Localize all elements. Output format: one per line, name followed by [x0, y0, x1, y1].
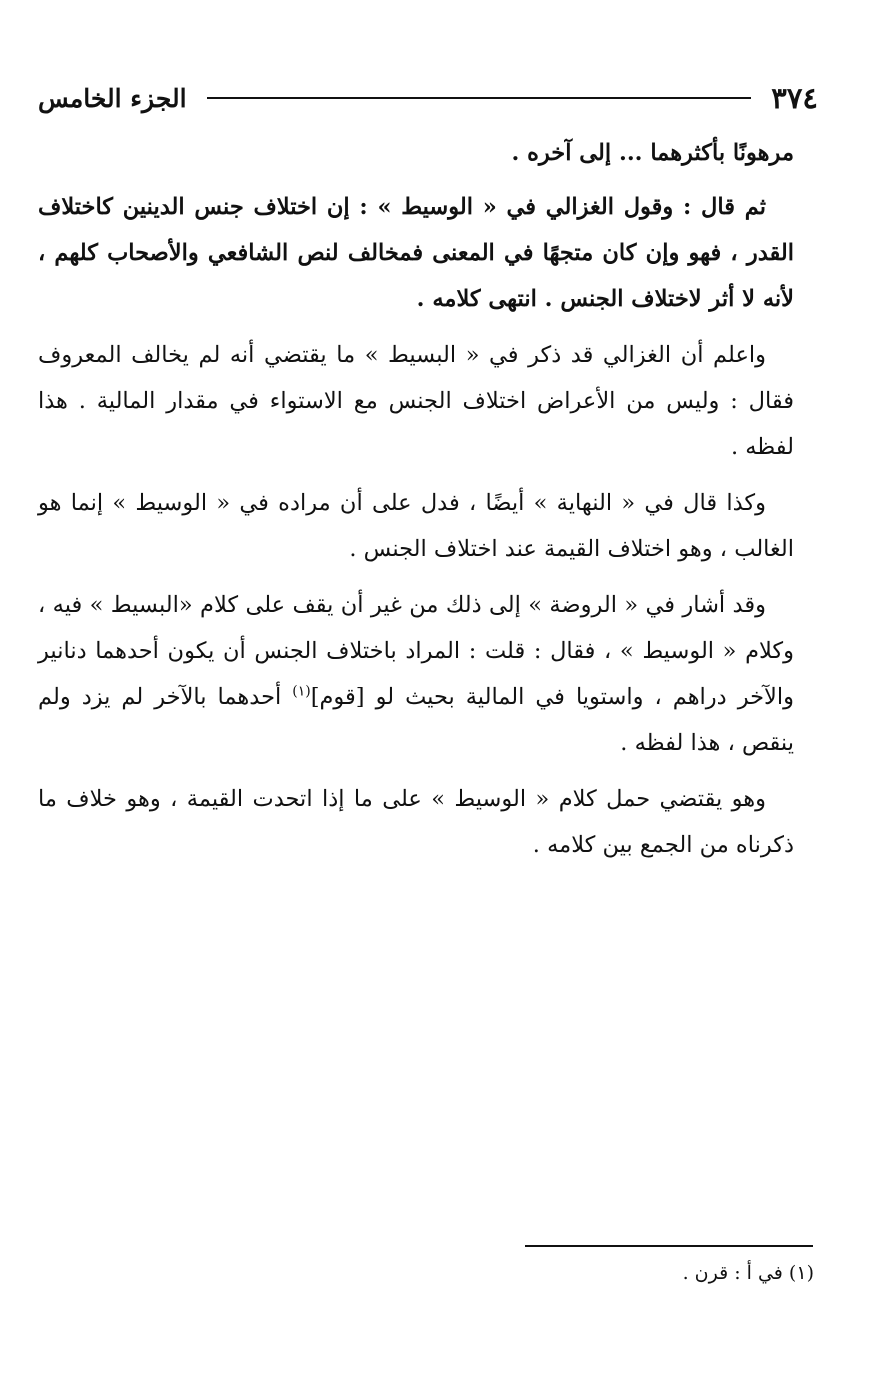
paragraph: وكذا قال في « النهاية » أيضًا ، فدل على أن مراده في « الوسيط » إنما هو الغالب ، وهو اختلاف القيمة عند اختلاف الجنس . — [38, 490, 794, 562]
page-header — [38, 78, 818, 118]
paragraph: وهو يقتضي حمل كلام « الوسيط » على ما إذا اتحدت القيمة ، وهو خلاف ما ذكرناه من الجمع بين كلامه . — [38, 786, 794, 858]
paragraph-with-footnote — [38, 582, 794, 766]
body-text — [38, 130, 794, 878]
header-rule — [207, 97, 752, 99]
footnote-reference: (١) — [292, 683, 311, 700]
paragraph: واعلم أن الغزالي قد ذكر في « البسيط » ما يقتضي أنه لم يخالف المعروف فقال : وليس من الأعراض اختلاف الجنس مع الاستواء في مقدار المالية . هذا لفظه . — [38, 342, 794, 460]
page-number: ٣٧٤ — [771, 81, 818, 115]
footnote: (١) في أ : قرن . — [682, 1262, 814, 1284]
running-title: الجزء الخامس — [38, 83, 187, 113]
paragraph-quote: ثم قال : وقول الغزالي في « الوسيط » : إن اختلاف جنس الدينين كاختلاف القدر ، فهو وإن كان متجهًا في المعنى فمخالف لنص الشافعي والأصحاب كلهم ، لأنه لا أثر لاختلاف الجنس . انتهى كلامه . — [38, 194, 794, 312]
paragraph-text: أحدهما بالآخر لم يزد ولم ينقص ، هذا لفظه . — [38, 684, 794, 756]
paragraph-text: وقد أشار في « الروضة » إلى ذلك من غير أن يقف على كلام «البسيط » فيه ، وكلام « الوسيط » ، فقال : قلت : المراد باختلاف الجنس أن يكون أحدهما دنانير والآخر دراهم ، واستويا في المالية بحيث لو [قوم] — [38, 592, 794, 710]
paragraph-continuation: مرهونًا بأكثرهما ... إلى آخره . — [511, 140, 794, 166]
footnote-rule — [525, 1245, 813, 1247]
